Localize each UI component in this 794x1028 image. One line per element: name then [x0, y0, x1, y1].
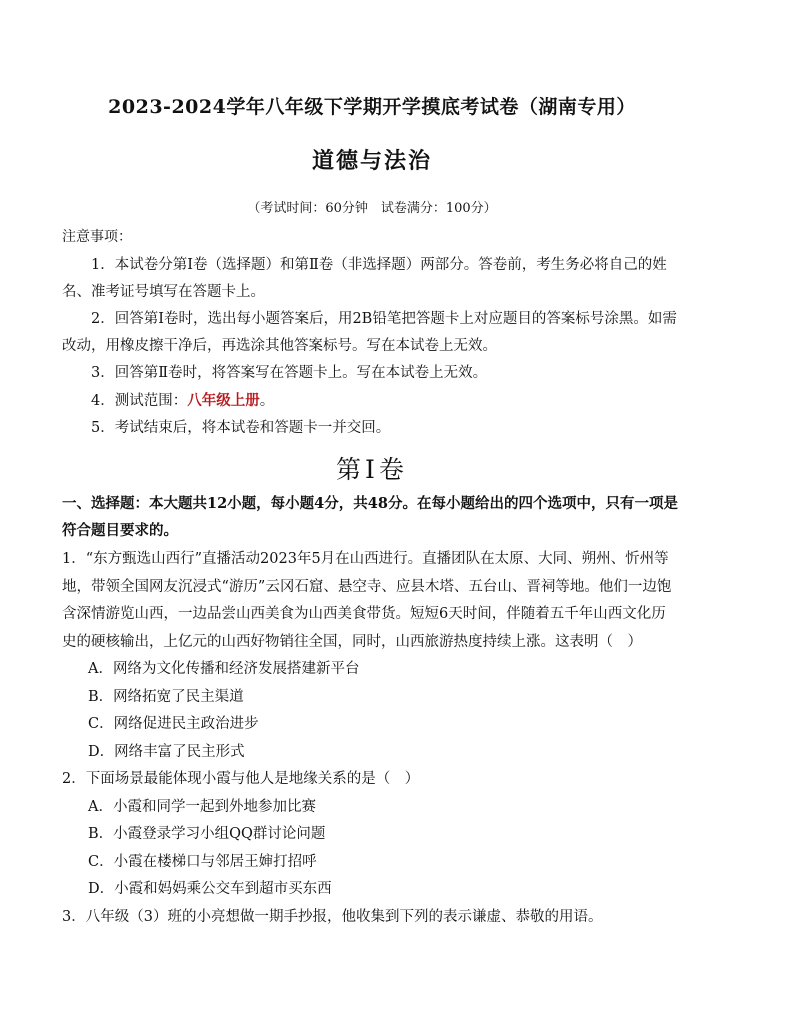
question-stem: 1．“东方甄选山西行”直播活动2023年5月在山西进行。直播团队在太原、大同、朔州、忻州等地，带领全国网友沉浸式“游历”云冈石窟、悬空寺、应县木塔、五台山、晋祠等地。他们一边饱含深情游览山西，一边品尝山西美食为山西美食带货。短短6天时间，伴随着五千年山西文化历史的硬核输出，上亿元的山西好物销往全国，同时，山西旅游热度持续上涨。这表明（ ）: [62, 551, 672, 650]
notice-item: 2．回答第Ⅰ卷时，选出每小题答案后，用2B铅笔把答题卡上对应题目的答案标号涂黑。如需改动，用橡皮擦干净后，再选涂其他答案标号。写在本试卷上无效。: [62, 311, 677, 354]
subject-title: 道德与法治: [311, 148, 432, 174]
question-option: C．小霞在楼梯口与邻居王婶打招呼: [88, 853, 317, 870]
question-option: C．网络促进民主政治进步: [88, 716, 259, 732]
notice-item: 1．本试卷分第Ⅰ卷（选择题）和第Ⅱ卷（非选择题）两部分。答卷前，考生务必将自己的姓名、准考证号填写在答题卡上。: [62, 257, 667, 300]
question-option: D．小霞和妈妈乘公交车到超市买东西: [88, 881, 332, 897]
question-option: A．网络为文化传播和经济发展搭建新平台: [88, 661, 360, 677]
question-stem: 2．下面场景最能体现小霞与他人是地缘关系的是（ ）: [62, 771, 420, 787]
question-option: A．小霞和同学一起到外地参加比赛: [88, 798, 316, 815]
notice-scope-suffix: 。: [259, 393, 275, 409]
question-option: D．网络丰富了民主形式: [88, 743, 245, 760]
notice-item-scope: [62, 387, 680, 415]
notice-list: [62, 252, 680, 442]
exam-title: 2023-2024学年八年级下学期开学摸底考试卷（湖南专用）: [108, 96, 636, 118]
question-option: B．小霞登录学习小组QQ群讨论问题: [88, 826, 326, 842]
volume-title: 第Ⅰ卷: [336, 455, 408, 484]
question-list: [62, 546, 680, 931]
notice-title: 注意事项：: [62, 229, 132, 245]
notice-scope-prefix: 4．测试范围：: [91, 393, 188, 409]
notice-scope-highlight: 八年级上册: [187, 392, 260, 409]
exam-info: （考试时间：60分钟 试卷满分：100分）: [247, 201, 497, 216]
question-option: B．网络拓宽了民主渠道: [88, 688, 244, 705]
notice-item: 3．回答第Ⅱ卷时，将答案写在答题卡上。写在本试卷上无效。: [91, 365, 488, 381]
notice-item: 5．考试结束后，将本试卷和答题卡一并交回。: [91, 420, 391, 436]
section-heading: 一、选择题：本大题共12小题，每小题4分，共48分。在每小题给出的四个选项中，只有一项是符合题目要求的。: [62, 495, 678, 539]
question-stem: 3．八年级（3）班的小亮想做一期手抄报，他收集到下列的表示谦虚、恭敬的用语。: [62, 908, 603, 925]
